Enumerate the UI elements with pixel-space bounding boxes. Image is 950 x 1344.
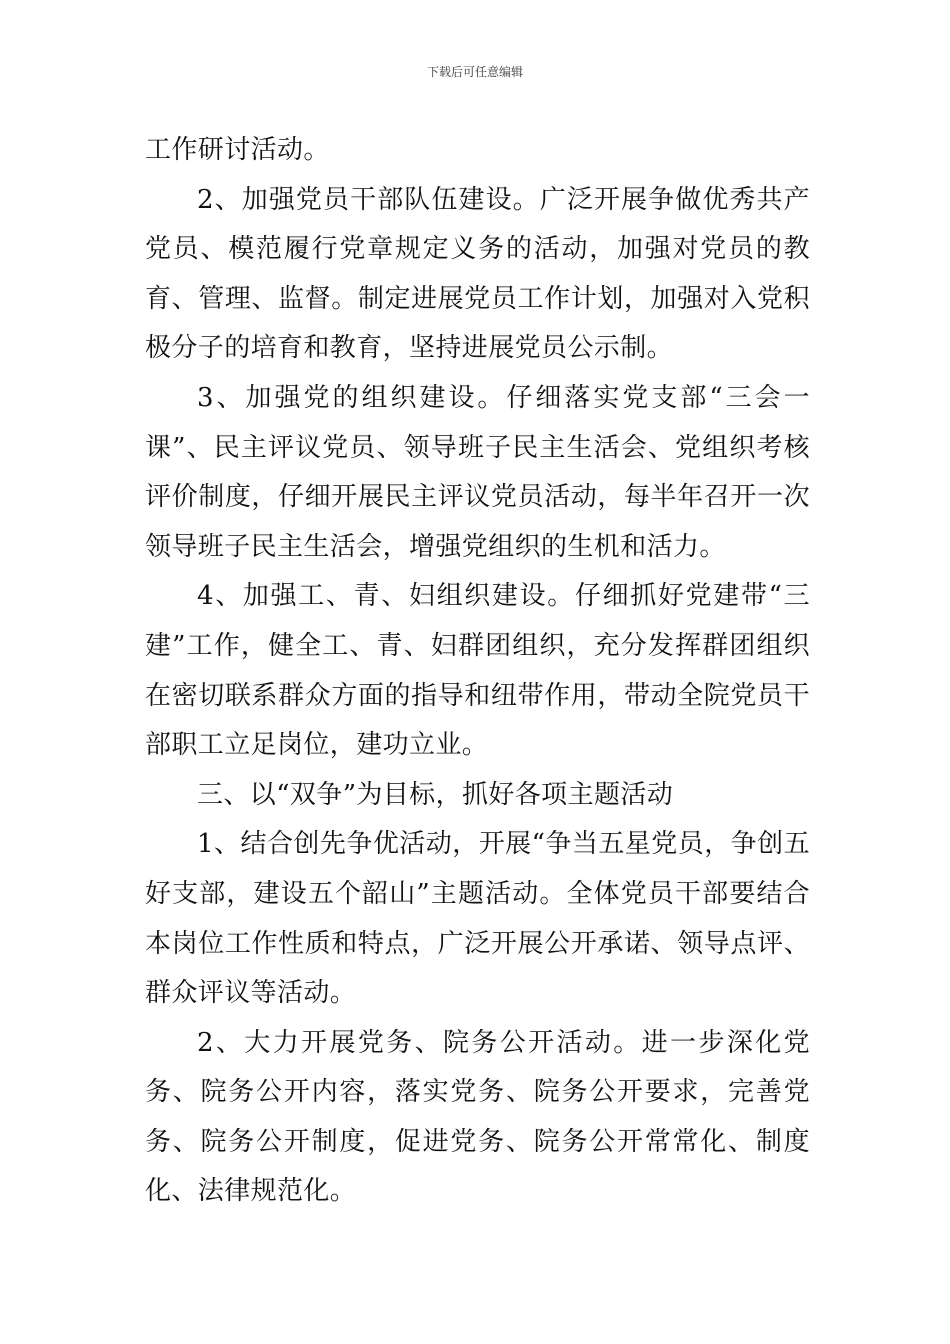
paragraph-6: 1、结合创先争优活动，开展“争当五星党员，争创五好支部，建设五个韶山”主题活动。全体党员干部要结合本岗位工作性质和特点，广泛开展公开承诺、领导点评、群众评议等活动。 (145, 829, 810, 1009)
document-body (145, 126, 810, 1217)
section-heading: 三、以“双争”为目标，抓好各项主题活动 (197, 779, 674, 810)
paragraph-3: 3、加强党的组织建设。仔细落实党支部“三会一课”、民主评议党员、领导班子民主生活会、党组织考核评价制度，仔细开展民主评议党员活动，每半年召开一次领导班子民主生活会，增强党组织的生机和活力。 (145, 382, 810, 562)
paragraph-4: 4、加强工、青、妇组织建设。仔细抓好党建带“三建”工作，健全工、青、妇群团组织，充分发挥群团组织在密切联系群众方面的指导和纽带作用，带动全院党员干部职工立足岗位，建功立业。 (145, 581, 810, 761)
page-header: 下载后可任意编辑 (426, 65, 523, 79)
paragraph-2: 2、加强党员干部队伍建设。广泛开展争做优秀共产党员、模范履行党章规定义务的活动，加强对党员的教育、管理、监督。制定进展党员工作计划，加强对入党积极分子的培育和教育，坚持进展党员公示制。 (145, 184, 810, 364)
paragraph-7: 2、大力开展党务、院务公开活动。进一步深化党务、院务公开内容，落实党务、院务公开要求，完善党务、院务公开制度，促进党务、院务公开常常化、制度化、法律规范化。 (145, 1027, 810, 1207)
paragraph-1: 工作研讨活动。 (145, 135, 330, 165)
